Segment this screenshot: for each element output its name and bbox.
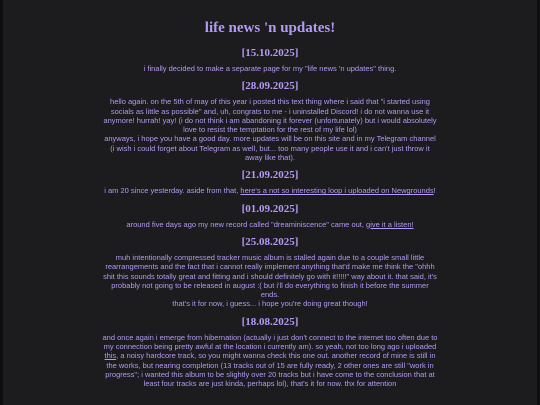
entry-15-10-2025	[102, 46, 438, 73]
entry-18-08-2025	[102, 315, 438, 389]
entry-text-before: and once again i emerge from hibernation (actually i just don't connect to the internet too often due to my connection being pretty awful at the location i currently am). so yeah, not too long ago i uploaded	[102, 332, 438, 352]
entry-text: i finally decided to make a separate page for my "life news 'n updates" thing.	[143, 64, 397, 73]
entry-text	[102, 186, 438, 195]
entry-text-after: , a noisy hardcore track, so you might wanna check this one out. another record of mine is still in the works, but nearing completion (13 tracks out of 15 are fully ready, 2 other ones are still "work in progress"; i wanted this album to be slightly over 20 tracks but i have come to the conclusion that at least four tracks are just kinda, perhaps lol), that's it for now. thx for attention	[105, 351, 436, 389]
entry-date: [25.08.2025]	[241, 235, 299, 248]
entry-text: muh intentionally compressed tracker music album is stalled again due to a couple small little rearrangements and the fact that i cannot really implement anything that'd make me think the "ohhh shit this sounds totally great and fitting and i should definitely go with it!!!!!" way about it. that said, it's probably not going to be released in august :( but i'll do everything to finish it before the summer ends.	[103, 252, 437, 300]
entry-text	[102, 220, 438, 229]
entries-list	[102, 40, 438, 389]
left-edge	[0, 0, 3, 405]
newgrounds-loop-link[interactable]: here's a not so interesting loop i uploaded on Newgrounds	[240, 186, 434, 196]
hardcore-track-link[interactable]: this	[104, 351, 117, 361]
entry-date: [01.09.2025]	[241, 202, 299, 215]
page-title: life news 'n updates!	[204, 20, 336, 36]
entry-text: hello again. on the 5th of may of this year i posted this text thing where i said that "i started using socials as little as possible" and, uh, congrats to me - i uninstalled Discord! i do not wanna use it anymore! hurrah! yay! (i do not think i am abandoning it forever (unfortunately) but i would absolutely love to resist the temptation for the rest of my life lol)	[103, 97, 437, 135]
entry-01-09-2025	[102, 202, 438, 229]
entry-text: that's it for now, i guess... i hope you're doing great though!	[172, 299, 368, 309]
entry-28-09-2025	[102, 79, 438, 162]
entry-date: [28.09.2025]	[241, 80, 299, 93]
entry-date: [18.08.2025]	[241, 315, 299, 328]
entry-text-after: !	[433, 186, 436, 196]
entry-text	[102, 333, 438, 389]
entry-25-08-2025	[102, 235, 438, 309]
listen-link[interactable]: give it a listen!	[366, 219, 414, 229]
entry-date: [15.10.2025]	[241, 47, 299, 59]
entry-date: [21.09.2025]	[241, 169, 299, 182]
entry-text: anyways, i hope you have a good day. more updates will be on this site and in my Telegram channel (i wish i could forget about Telegram as well, but... too many people use it and i can't just throw it away like that).	[104, 134, 436, 163]
entry-text-before: around five days ago my new record called "dreaminiscence" came out,	[126, 219, 367, 229]
entry-text-before: i am 20 since yesterday. aside from that,	[104, 186, 241, 196]
entry-21-09-2025	[102, 168, 438, 195]
